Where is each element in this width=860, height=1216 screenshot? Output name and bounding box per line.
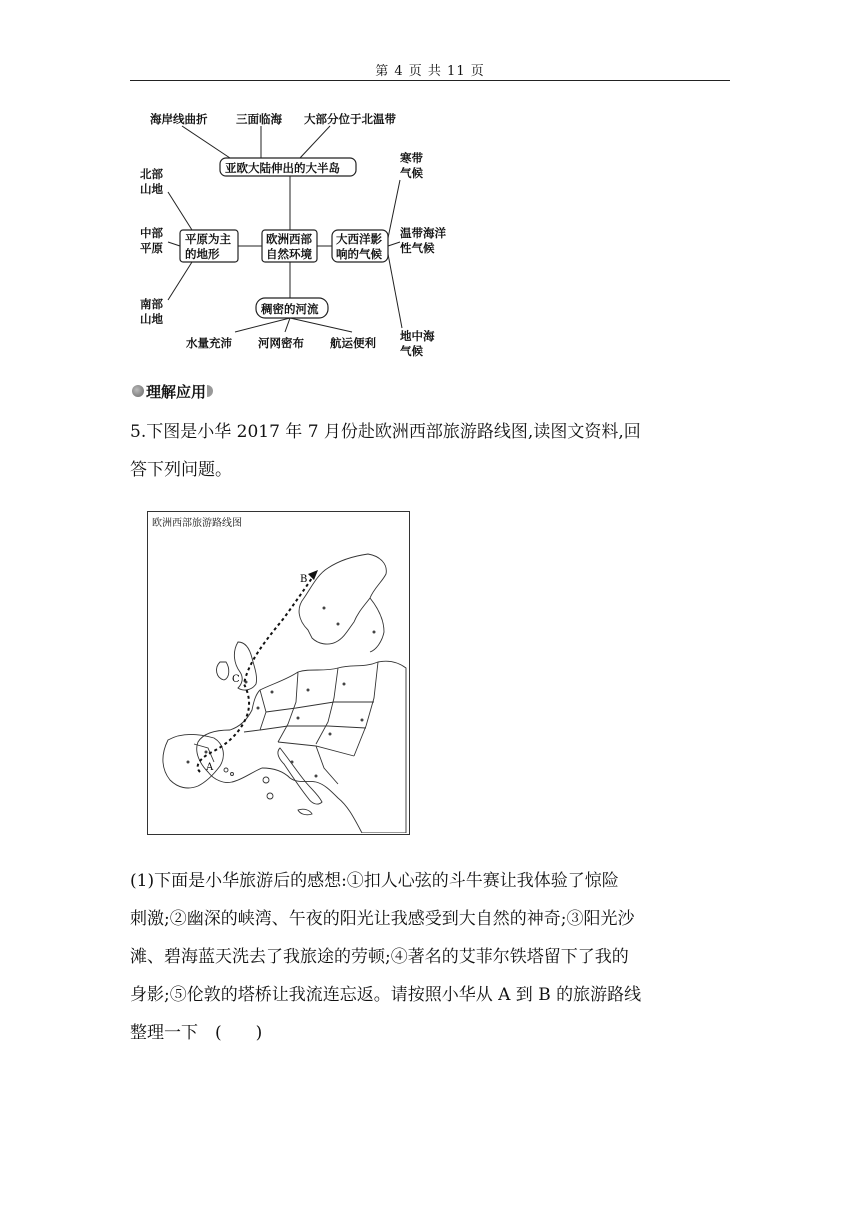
terrain-middle-line2: 平原 bbox=[140, 241, 163, 255]
sub-question-line: (1)下面是小华旅游后的感想:①扣人心弦的斗牛赛让我体验了惊险 bbox=[130, 871, 619, 891]
section-tail-icon bbox=[207, 385, 213, 397]
climate-cold-line1: 寒带 bbox=[400, 151, 423, 165]
climate-mediterranean-line1: 地中海 bbox=[400, 329, 435, 343]
question-line: 答下列问题。 bbox=[130, 460, 232, 480]
climate-label-line2: 响的气候 bbox=[336, 247, 382, 261]
section-bullet-icon bbox=[132, 385, 144, 397]
sub-question-text bbox=[130, 862, 740, 1052]
terrain-label-line1: 平原为主 bbox=[185, 232, 231, 246]
map-ireland bbox=[217, 662, 229, 680]
map-graphic bbox=[148, 512, 408, 833]
question-text bbox=[130, 413, 740, 489]
climate-oceanic-line2: 性气候 bbox=[400, 241, 435, 255]
map-title: 欧洲西部旅游路线图 bbox=[152, 518, 242, 529]
center-label-line1: 欧洲西部 bbox=[266, 232, 312, 246]
terrain-north-line2: 山地 bbox=[140, 182, 163, 196]
sub-question-line: 整理一下 ( ) bbox=[130, 1023, 263, 1043]
concept-top-item-1: 海岸线曲折 bbox=[150, 112, 208, 126]
tour-route-path bbox=[198, 578, 312, 772]
concept-top-item-3: 大部分位于北温带 bbox=[304, 112, 396, 126]
sub-question-line: 滩、碧海蓝天洗去了我旅途的劳顿;④著名的艾菲尔铁塔留下了我的 bbox=[130, 947, 629, 967]
tour-route-map bbox=[147, 511, 410, 835]
concept-top-item-2: 三面临海 bbox=[236, 112, 282, 126]
climate-label-line1: 大西洋影 bbox=[336, 232, 382, 246]
question-line: 5.下图是小华 2017 年 7 月份赴欧洲西部旅游路线图,读图文资料,回 bbox=[130, 422, 641, 442]
terrain-south-line1: 南部 bbox=[140, 297, 163, 311]
map-label-c: C bbox=[232, 674, 240, 685]
climate-oceanic-line1: 温带海洋 bbox=[400, 226, 446, 240]
map-continent bbox=[197, 661, 406, 833]
river-item-1: 水量充沛 bbox=[186, 336, 232, 350]
sub-question-line: 身影;⑤伦敦的塔桥让我流连忘返。请按照小华从 A 到 B 的旅游路线 bbox=[130, 985, 642, 1005]
sub-question-line: 刺激;②幽深的峡湾、午夜的阳光让我感受到大自然的神奇;③阳光沙 bbox=[130, 909, 635, 929]
climate-mediterranean-line2: 气候 bbox=[400, 344, 423, 358]
section-heading bbox=[132, 382, 213, 400]
terrain-label-line2: 的地形 bbox=[185, 247, 220, 261]
section-label: 理解应用 bbox=[146, 382, 207, 401]
map-finland bbox=[370, 598, 384, 652]
terrain-north-line1: 北部 bbox=[140, 167, 163, 181]
map-scandinavia bbox=[299, 554, 386, 644]
rivers-label: 稠密的河流 bbox=[261, 302, 319, 316]
river-item-2: 河网密布 bbox=[258, 336, 304, 350]
map-iberia bbox=[163, 735, 223, 789]
terrain-middle-line1: 中部 bbox=[140, 226, 163, 240]
header-rule bbox=[130, 80, 730, 81]
terrain-south-line2: 山地 bbox=[140, 312, 163, 326]
concept-map bbox=[130, 100, 470, 370]
center-label-line2: 自然环境 bbox=[266, 247, 312, 261]
map-label-b: B bbox=[300, 574, 308, 585]
peninsula-label: 亚欧大陆伸出的大半岛 bbox=[225, 161, 340, 175]
climate-cold-line2: 气候 bbox=[400, 166, 423, 180]
page-header: 第 4 页 共 11 页 bbox=[375, 64, 485, 79]
map-label-a: A bbox=[206, 762, 214, 773]
river-item-3: 航运便利 bbox=[330, 336, 376, 350]
